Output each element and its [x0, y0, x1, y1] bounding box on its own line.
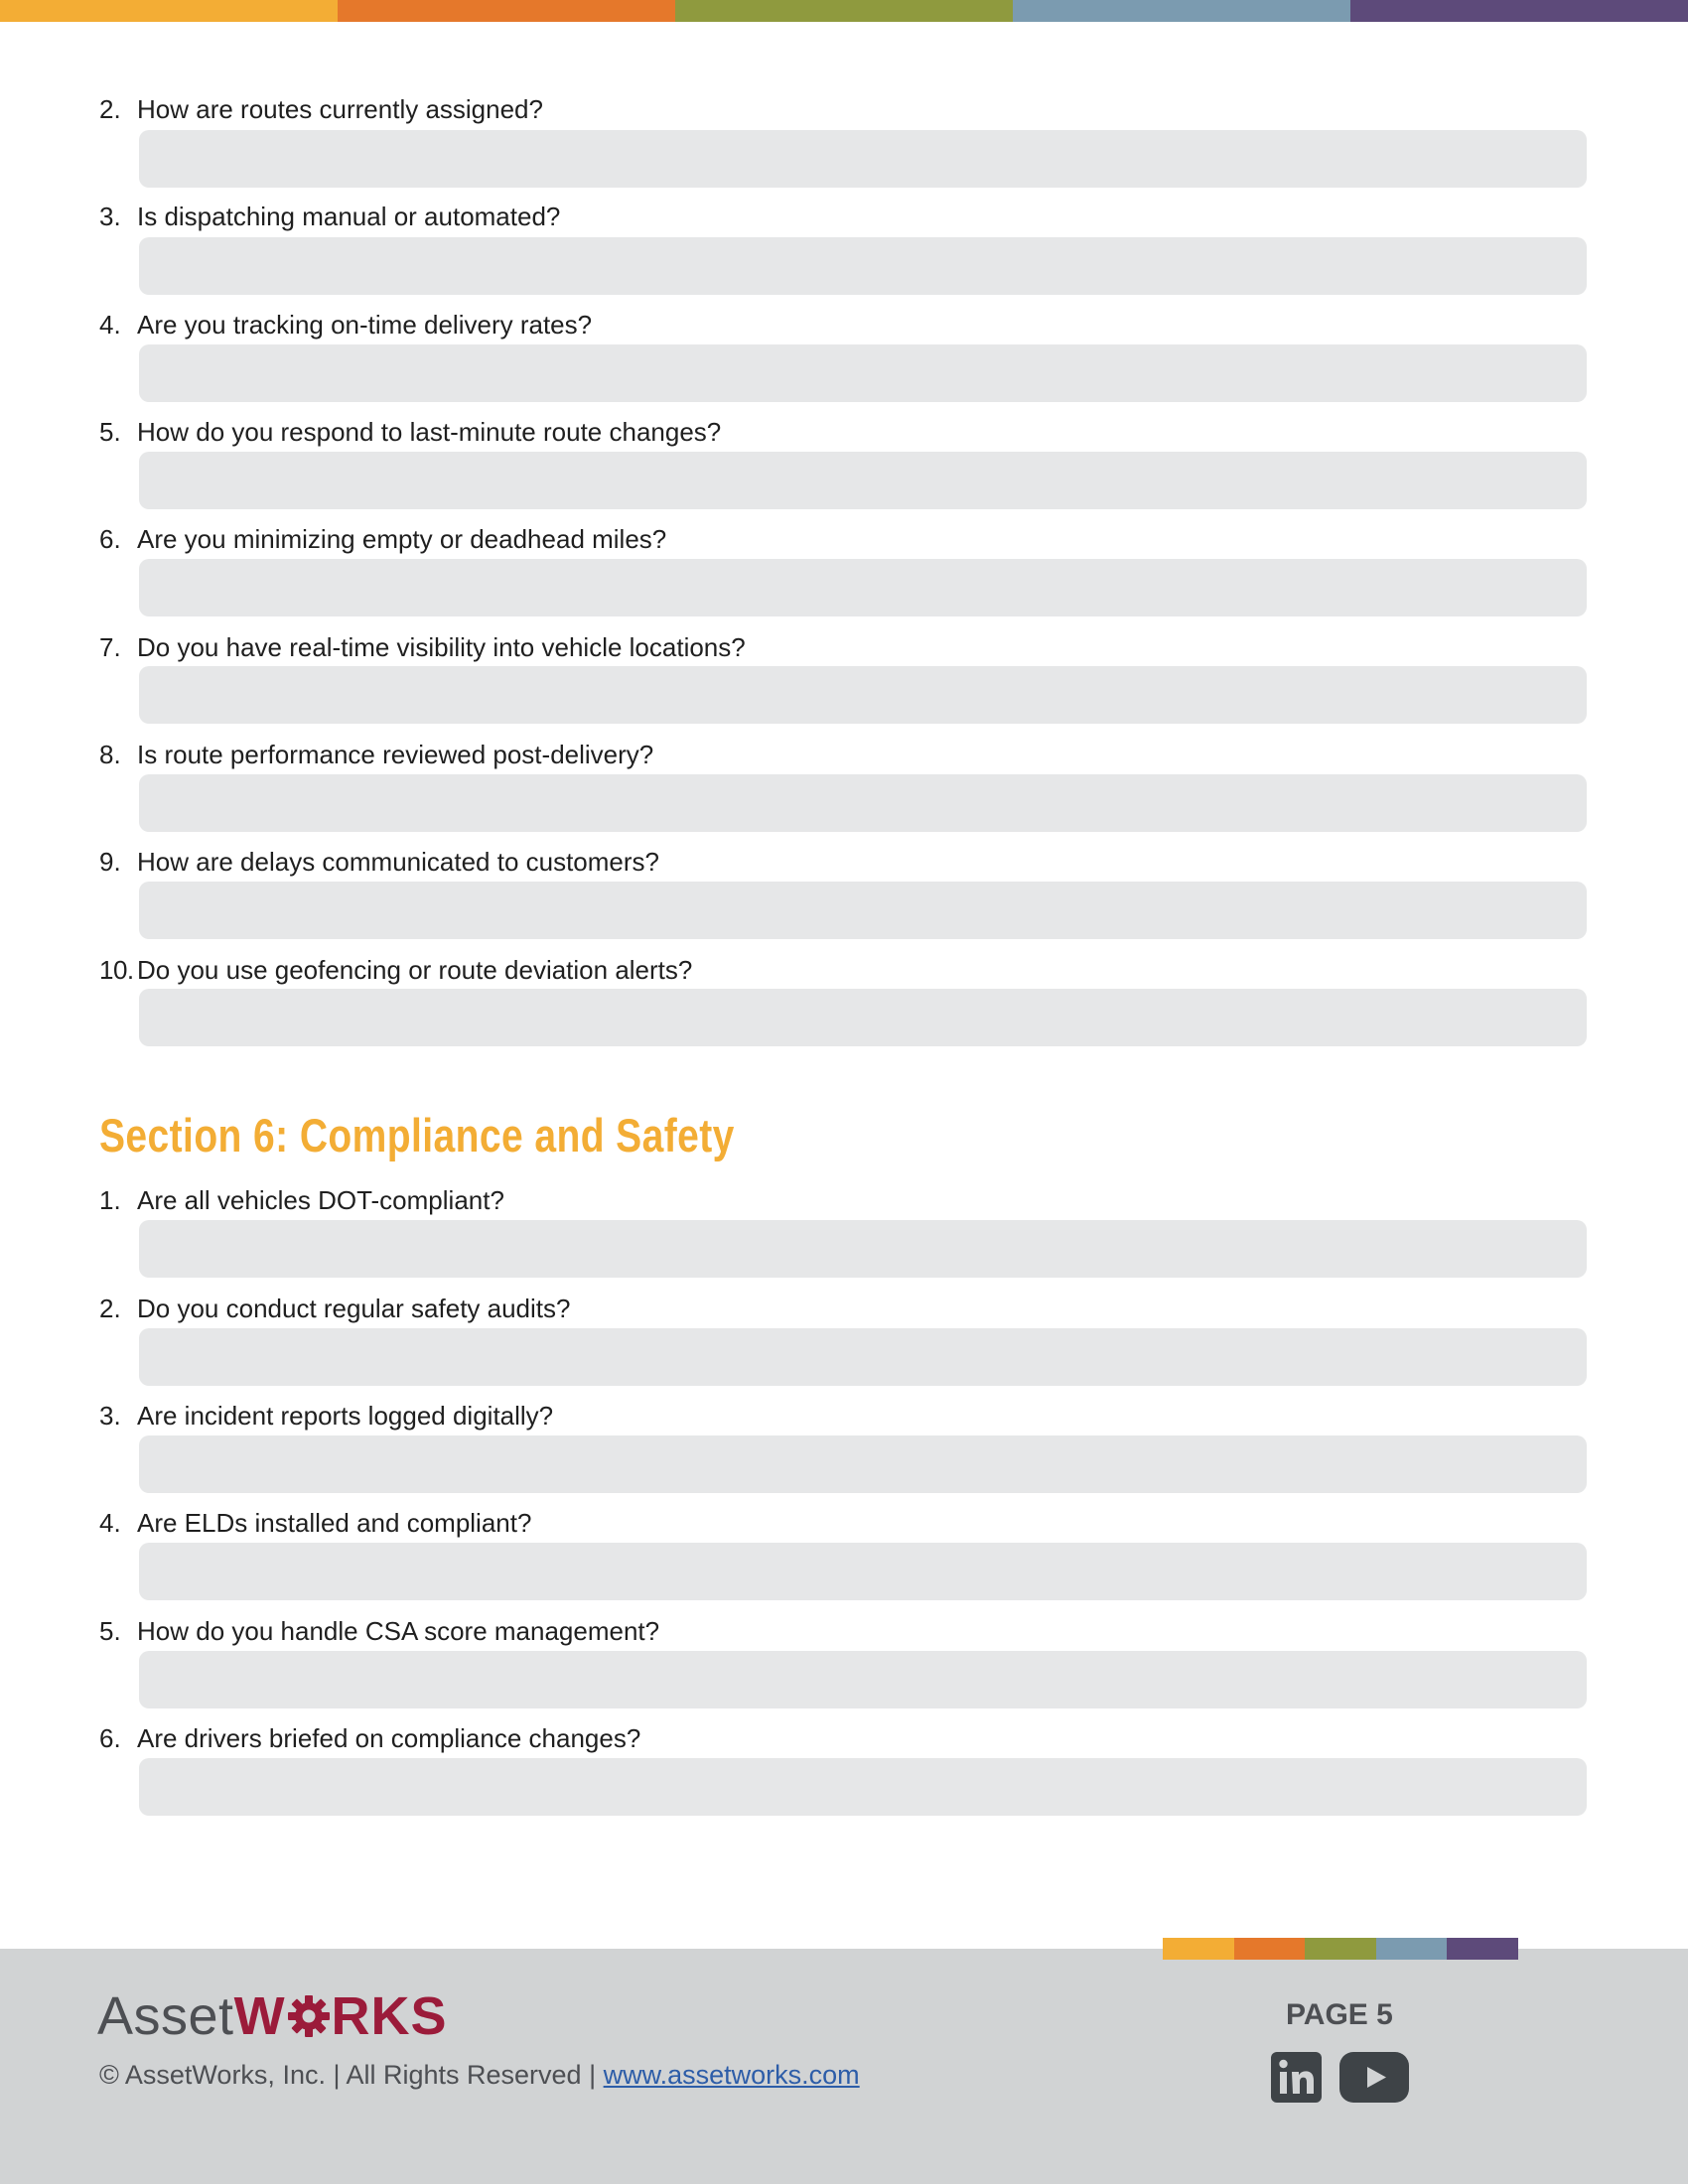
answer-field[interactable] [139, 130, 1587, 188]
logo-rks-text: RKS [331, 1986, 448, 2046]
page-number: PAGE 5 [1286, 1998, 1393, 2031]
answer-field[interactable] [139, 452, 1587, 509]
question-label: 3. Are incident reports logged digitally? [99, 1401, 554, 1431]
question-label: 2. Do you conduct regular safety audits? [99, 1294, 571, 1323]
question-label: 10. Do you use geofencing or route deviation alerts? [99, 955, 693, 985]
answer-field[interactable] [139, 344, 1587, 402]
answer-field[interactable] [139, 666, 1587, 724]
section-title: Section 6: Compliance and Safety [99, 1109, 735, 1161]
question-label: 5. How do you handle CSA score management? [99, 1616, 660, 1646]
question-label: 7. Do you have real-time visibility into vehicle locations? [99, 632, 746, 662]
question-label: 4. Are ELDs installed and compliant? [99, 1508, 532, 1538]
logo-w-text: W [233, 1986, 286, 2046]
footer-color-bar [1163, 1938, 1518, 1960]
linkedin-icon[interactable] [1271, 2052, 1322, 2103]
answer-field[interactable] [139, 1220, 1587, 1278]
stripe-blue [1376, 1938, 1448, 1960]
logo-asset-text: Asset [97, 1986, 234, 2046]
stripe-orange [338, 0, 675, 22]
question-label: 6. Are you minimizing empty or deadhead miles? [99, 524, 667, 554]
question-label: 4. Are you tracking on-time delivery rates? [99, 310, 593, 340]
youtube-icon[interactable] [1339, 2052, 1409, 2103]
answer-field[interactable] [139, 1435, 1587, 1493]
answer-field[interactable] [139, 882, 1587, 939]
copyright-text: © AssetWorks, Inc. | All Rights Reserved | [99, 2060, 597, 2090]
copyright-line [99, 2059, 860, 2091]
question-label: 5. How do you respond to last-minute route changes? [99, 417, 722, 447]
question-label: 3. Is dispatching manual or automated? [99, 202, 561, 231]
top-color-bar [0, 0, 1688, 22]
question-label: 8. Is route performance reviewed post-delivery? [99, 740, 654, 769]
answer-field[interactable] [139, 1328, 1587, 1386]
question-label: 2. How are routes currently assigned? [99, 94, 543, 124]
stripe-yellow [1163, 1938, 1234, 1960]
answer-field[interactable] [139, 237, 1587, 295]
gear-icon [287, 1994, 331, 2038]
question-label: 9. How are delays communicated to customers? [99, 847, 660, 877]
stripe-orange [1234, 1938, 1306, 1960]
stripe-purple [1447, 1938, 1518, 1960]
answer-field[interactable] [139, 559, 1587, 616]
answer-field[interactable] [139, 1543, 1587, 1600]
answer-field[interactable] [139, 1758, 1587, 1816]
question-label: 6. Are drivers briefed on compliance changes? [99, 1723, 641, 1753]
stripe-green [675, 0, 1013, 22]
stripe-yellow [0, 0, 338, 22]
answer-field[interactable] [139, 774, 1587, 832]
stripe-blue [1013, 0, 1350, 22]
stripe-purple [1350, 0, 1688, 22]
answer-field[interactable] [139, 1651, 1587, 1708]
question-label: 1. Are all vehicles DOT-compliant? [99, 1185, 504, 1215]
website-link[interactable]: www.assetworks.com [603, 2060, 860, 2090]
answer-field[interactable] [139, 989, 1587, 1046]
stripe-green [1305, 1938, 1376, 1960]
assetworks-logo [97, 1985, 448, 2047]
